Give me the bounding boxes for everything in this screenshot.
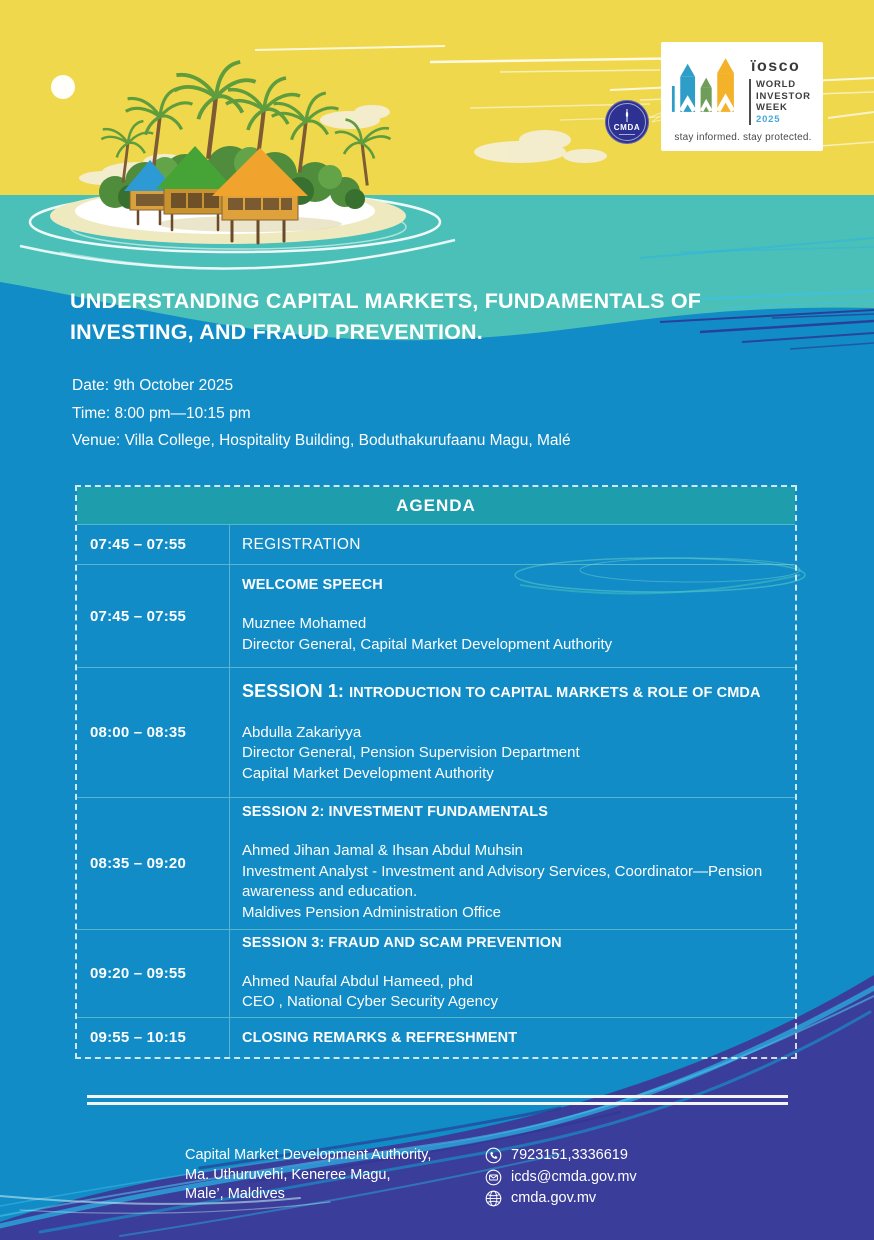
address-line: Capital Market Development Authority,: [185, 1147, 432, 1163]
cmda-logo-label: CMDA: [613, 123, 641, 132]
page-title: UNDERSTANDING CAPITAL MARKETS, FUNDAMENTALS OF INVESTING, AND FRAUD PREVENTION.: [70, 289, 702, 344]
agenda-session-title: WELCOME SPEECH: [242, 577, 383, 593]
divider-line: [87, 1095, 788, 1098]
wiw-line-week: WEEK 2025: [756, 102, 788, 125]
address-line: Male’, Maldives: [185, 1186, 285, 1202]
footer-address: [185, 1146, 485, 1211]
agenda-row-closing: [77, 1017, 795, 1057]
contact-email: [485, 1168, 637, 1188]
agenda-speaker-role: Investment Analyst - Investment and Advisory Services, Coordinator—Pension awareness and education.: [242, 862, 763, 900]
sun: [51, 75, 75, 99]
agenda-session-title: [242, 681, 781, 702]
event-details: [72, 372, 571, 455]
event-venue: Venue: Villa College, Hospitality Building, Boduthakurufaanu Magu, Malé: [72, 432, 571, 449]
agenda-time: 09:55 – 10:15: [77, 1018, 230, 1057]
iosco-logo-text-block: [745, 51, 815, 132]
phone-icon: [485, 1147, 502, 1164]
agenda-speaker-name: Muznee Mohamed: [242, 615, 367, 632]
website-url: cmda.gov.mv: [511, 1190, 597, 1206]
footer: [185, 1146, 825, 1211]
agenda-row-session-2: [77, 797, 795, 929]
iosco-logo-top: [671, 51, 815, 132]
email-icon: [485, 1169, 502, 1186]
footer-divider: [87, 1095, 788, 1109]
event-date: Date: 9th October 2025: [72, 377, 234, 394]
agenda-row-registration: [77, 524, 795, 564]
agenda-time: 08:35 – 09:20: [77, 798, 230, 929]
agenda-session-title: REGISTRATION: [242, 535, 361, 553]
agenda-table: [75, 485, 797, 1059]
email-address: icds@cmda.gov.mv: [511, 1168, 637, 1185]
address-line: Ma. Uthuruvehi, Keneree Magu,: [185, 1166, 391, 1183]
agenda-row-session-1: [77, 667, 795, 797]
agenda-time: 07:45 – 07:55: [77, 525, 230, 564]
globe-icon: [485, 1190, 502, 1207]
agenda-time: 07:45 – 07:55: [77, 565, 230, 667]
wiw-tagline: stay informed. stay protected.: [674, 132, 812, 143]
session-number: SESSION 1:: [242, 680, 350, 701]
event-time: Time: 8:00 pm—10:15 pm: [72, 404, 251, 422]
agenda-speaker-role: Director General, Capital Market Development Authority: [242, 635, 613, 653]
agenda-speaker-org: Capital Market Development Authority: [242, 764, 494, 782]
agenda-speaker-name: Ahmed Jihan Jamal & Ihsan Abdul Muhsin: [242, 842, 523, 859]
iosco-wordmark: ïosco: [751, 58, 801, 75]
iosco-wiw-logo-card: [661, 42, 823, 151]
wiw-title-block: [749, 79, 815, 125]
wiw-pencils-icon: [671, 51, 745, 121]
agenda-session-title: CLOSING REMARKS & REFRESHMENT: [242, 1029, 518, 1046]
agenda-speaker-org: Maldives Pension Administration Office: [242, 903, 502, 921]
contact-website: [485, 1189, 637, 1209]
divider-line: [87, 1102, 788, 1105]
cmda-logo: [605, 100, 649, 144]
agenda-speaker-name: Ahmed Naufal Abdul Hameed, phd: [242, 972, 473, 990]
footer-contacts: [485, 1146, 637, 1211]
agenda-table-title: AGENDA: [77, 487, 795, 524]
session-topic: INTRODUCTION TO CAPITAL MARKETS & ROLE OF CMDA: [349, 684, 761, 701]
cmda-logo-ring: [608, 103, 646, 141]
phone-number: 7923151,3336619: [511, 1147, 628, 1163]
contact-phone: [485, 1146, 637, 1166]
agenda-session-title: SESSION 3: FRAUD AND SCAM PREVENTION: [242, 934, 562, 951]
wiw-line-investor: INVESTOR: [756, 90, 811, 102]
agenda-speaker-name: Abdulla Zakariyya: [242, 723, 362, 741]
agenda-row-session-3: [77, 929, 795, 1017]
wiw-year: 2025: [756, 113, 781, 125]
agenda-time: 08:00 – 08:35: [77, 668, 230, 797]
agenda-time: 09:20 – 09:55: [77, 930, 230, 1017]
agenda-session-title: SESSION 2: INVESTMENT FUNDAMENTALS: [242, 804, 549, 820]
agenda-speaker-role: Director General, Pension Supervision Department: [242, 744, 580, 762]
agenda-speaker-role: CEO , National Cyber Security Agency: [242, 993, 498, 1010]
wiw-line-world: WORLD: [756, 79, 796, 90]
agenda-row-welcome-speech: [77, 564, 795, 667]
